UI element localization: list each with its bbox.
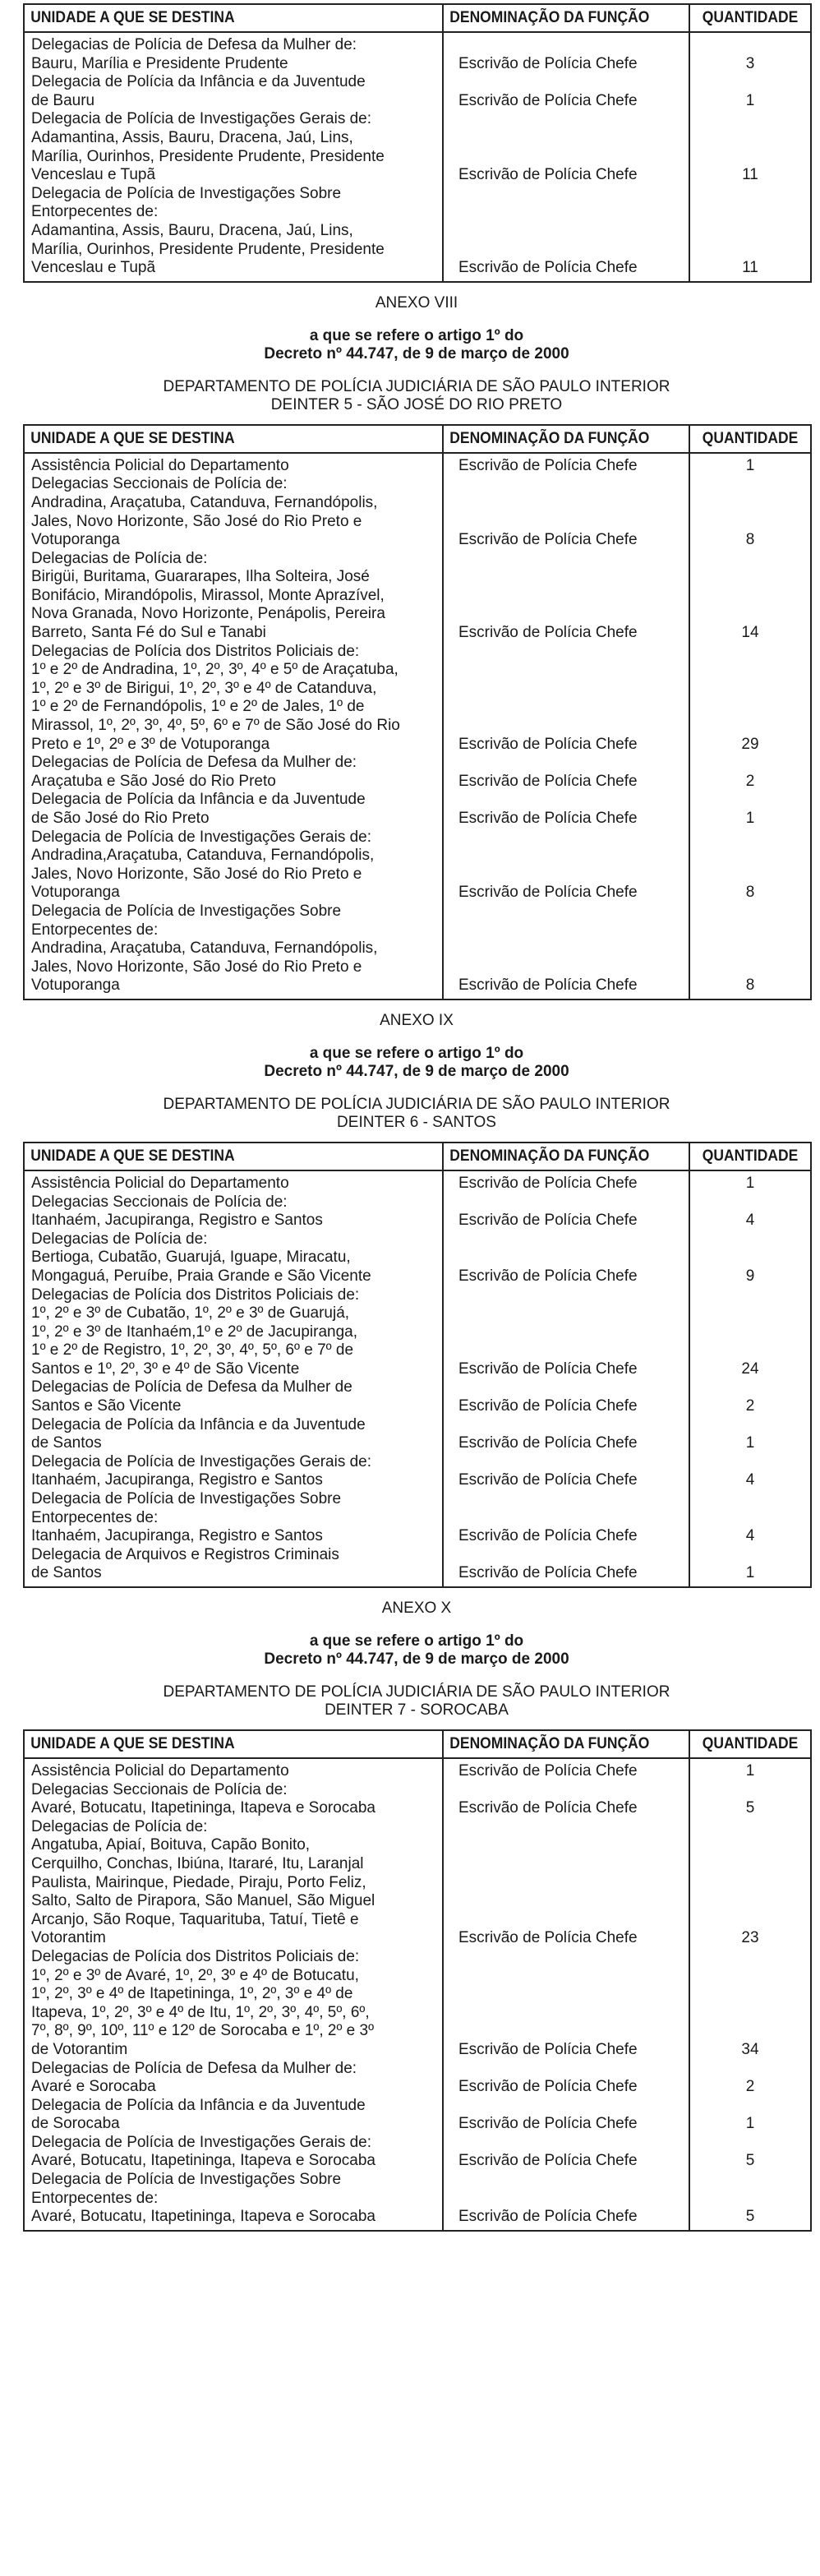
unit-line: 1º, 2º e 3º de Itanhaém,1º e 2º de Jacupiranga, [31,1323,358,1341]
unit-line: Assistência Policial do Departamento [31,1762,289,1780]
cell-quantity: 2 [689,2060,811,2097]
table-row [24,32,811,73]
cell-unit [24,1230,443,1286]
unit-line: Jales, Novo Horizonte, São José do Rio Preto e [31,512,362,530]
unit-line: Mongaguá, Peruíbe, Praia Grande e São Vicente [31,1267,371,1285]
unit-line: Delegacia de Polícia de Investigações Gerais de: [31,1452,372,1470]
cell-quantity: 2 [689,1378,811,1415]
unit-line: Delegacia de Polícia de Investigações Sobre [31,1490,342,1508]
unit-line: Votorantim [31,1929,106,1947]
unit-line: Votuporanga [31,531,120,549]
cell-unit [24,2134,443,2171]
cell-quantity: 4 [689,1193,811,1230]
table-row [24,1193,811,1230]
cell-function: Escrivão de Polícia Chefe [443,643,689,755]
cell-function: Escrivão de Polícia Chefe [443,1416,689,1453]
annex-section [23,294,810,1000]
cell-function: Escrivão de Polícia Chefe [443,185,689,282]
cell-quantity: 1 [689,1170,811,1193]
table-row [24,643,811,755]
annex-reference-line1: a que se refere o artigo 1º do [309,326,524,344]
annex-title: ANEXO IX [380,1011,454,1029]
department-subtitle: DEINTER 6 - SANTOS [337,1113,496,1131]
unit-line: Delegacia de Arquivos e Registros Criminais [31,1545,339,1563]
annex-section [23,3,810,283]
cell-quantity: 4 [689,1490,811,1546]
unit-line: Entorpecentes de: [31,2189,159,2207]
cell-quantity: 4 [689,1453,811,1490]
distribution-table [23,3,812,283]
table-body [24,1170,811,1587]
cell-function: Escrivão de Polícia Chefe [443,1781,689,1818]
cell-quantity: 8 [689,475,811,549]
cell-quantity: 8 [689,829,811,903]
unit-line: Birigüi, Buritama, Guararapes, Ilha Solteira, José [31,568,370,586]
unit-line: Delegacias Seccionais de Polícia de: [31,1780,288,1798]
cell-unit [24,1170,443,1193]
cell-unit [24,1818,443,1948]
header-unit: UNIDADE A QUE SE DESTINA [24,1730,409,1758]
cell-quantity: 2 [689,754,811,791]
cell-function: Escrivão de Polícia Chefe [443,903,689,999]
unit-line: Andradina,Araçatuba, Catanduva, Fernandópolis, [31,847,375,865]
table-body [24,453,811,999]
unit-line: Delegacias de Polícia de Defesa da Mulher de: [31,2059,357,2077]
cell-quantity: 5 [689,1781,811,1818]
table-row [24,791,811,828]
table-header-row [24,1143,811,1170]
unit-line: Avaré e Sorocaba [31,2078,156,2096]
unit-line: Delegacia de Polícia da Infância e da Juventude [31,791,366,809]
department-subtitle: DEINTER 5 - SÃO JOSÉ DO RIO PRETO [270,395,563,413]
unit-line: Marília, Ourinhos, Presidente Prudente, Presidente [31,147,385,165]
header-function: DENOMINAÇÃO DA FUNÇÃO [443,425,670,453]
table-row [24,829,811,903]
unit-line: Angatuba, Apiaí, Boituva, Capão Bonito, [31,1836,311,1854]
cell-unit [24,2097,443,2134]
cell-quantity: 3 [689,32,811,73]
annex-reference [23,1045,810,1081]
unit-line: Salto, Salto de Pirapora, São Manuel, São Miguel [31,1892,375,1910]
cell-unit [24,1948,443,2060]
cell-function: Escrivão de Polícia Chefe [443,2060,689,2097]
unit-line: Santos e 1º, 2º, 3º e 4º de São Vicente [31,1360,300,1378]
unit-line: Mirassol, 1º, 2º, 3º, 4º, 5º, 6º e 7º de São José do Rio [31,717,400,735]
unit-line: Venceslau e Tupã [31,259,156,277]
table-row [24,1378,811,1415]
cell-unit [24,453,443,476]
unit-line: Jales, Novo Horizonte, São José do Rio Preto e [31,865,362,883]
unit-line: Delegacias de Polícia dos Distritos Policiais de: [31,642,360,660]
unit-line: Assistência Policial do Departamento [31,1174,289,1192]
unit-line: 1º, 2º e 3º de Avaré, 1º, 2º, 3º e 4º de Botucatu, [31,1966,359,1984]
unit-line: Entorpecentes de: [31,203,159,221]
cell-function: Escrivão de Polícia Chefe [443,1546,689,1587]
table-body [24,32,811,282]
cell-function: Escrivão de Polícia Chefe [443,1378,689,1415]
unit-line: de Santos [31,1434,102,1452]
header-quantity: QUANTIDADE [694,4,806,32]
department-subtitle: DEINTER 7 - SOROCABA [325,1701,509,1719]
unit-line: 1º e 2º de Fernandópolis, 1º e 2º de Jales, 1º de [31,698,365,716]
header-unit: UNIDADE A QUE SE DESTINA [24,1143,409,1170]
unit-line: Delegacias de Polícia de Defesa da Mulher de: [31,754,357,772]
header-quantity: QUANTIDADE [694,425,806,453]
department-title: DEPARTAMENTO DE POLÍCIA JUDICIÁRIA DE SÃO PAULO INTERIOR [163,1095,670,1113]
cell-function: Escrivão de Polícia Chefe [443,1490,689,1546]
header-unit: UNIDADE A QUE SE DESTINA [24,4,409,32]
cell-quantity: 11 [689,185,811,282]
unit-line: de Bauru [31,91,95,109]
unit-line: Delegacias Seccionais de Polícia de: [31,1193,288,1211]
unit-line: de São José do Rio Preto [31,810,210,827]
table-row [24,1453,811,1490]
cell-unit [24,1453,443,1490]
cell-unit [24,1193,443,1230]
table-row [24,110,811,184]
cell-unit [24,1286,443,1379]
cell-quantity: 5 [689,2134,811,2171]
unit-line: de Sorocaba [31,2115,120,2133]
unit-line: Delegacias de Polícia de: [31,549,208,567]
unit-line: Preto e 1º, 2º e 3º de Votuporanga [31,735,270,753]
unit-line: Arcanjo, São Roque, Taquarituba, Tatuí, Tietê e [31,1910,359,1928]
table-row [24,2171,811,2231]
table-row [24,1818,811,1948]
table-row [24,903,811,999]
cell-function: Escrivão de Polícia Chefe [443,2097,689,2134]
cell-function: Escrivão de Polícia Chefe [443,1193,689,1230]
unit-line: Avaré, Botucatu, Itapetininga, Itapeva e Sorocaba [31,2208,375,2226]
unit-line: Andradina, Araçatuba, Catanduva, Fernandópolis, [31,493,378,511]
cell-unit [24,2171,443,2231]
cell-unit [24,110,443,184]
table-row [24,2097,811,2134]
annex-reference-line2: Decreto nº 44.747, de 9 de março de 2000 [264,344,569,362]
unit-line: Bonifácio, Mirandópolis, Mirassol, Monte Aprazível, [31,586,385,604]
cell-unit [24,1378,443,1415]
unit-line: Delegacias de Polícia dos Distritos Policiais de: [31,1286,360,1304]
unit-line: Itanhaém, Jacupiranga, Registro e Santos [31,1471,323,1489]
cell-unit [24,1546,443,1587]
cell-function: Escrivão de Polícia Chefe [443,475,689,549]
unit-line: Andradina, Araçatuba, Catanduva, Fernandópolis, [31,939,378,958]
unit-line: Delegacias de Polícia de Defesa da Mulher de: [31,36,357,53]
unit-line: Delegacias de Polícia de Defesa da Mulher de [31,1378,352,1396]
unit-line: Jales, Novo Horizonte, São José do Rio Preto e [31,958,362,976]
cell-function: Escrivão de Polícia Chefe [443,453,689,476]
unit-line: Assistência Policial do Departamento [31,456,289,474]
cell-quantity: 11 [689,110,811,184]
unit-line: Delegacia de Polícia de Investigações Gerais de: [31,110,372,128]
unit-line: Entorpecentes de: [31,1508,159,1526]
unit-line: Marília, Ourinhos, Presidente Prudente, Presidente [31,240,385,258]
unit-line: Delegacias Seccionais de Polícia de: [31,475,288,493]
unit-line: Delegacia de Polícia da Infância e da Juventude [31,2096,366,2114]
table-row [24,754,811,791]
unit-line: Itapeva, 1º, 2º, 3º e 4º de Itu, 1º, 2º, 3º, 4º, 5º, 6º, [31,2003,370,2021]
cell-unit [24,1781,443,1818]
table-header-row [24,425,811,453]
unit-line: 1º, 2º, 3º e 4º de Itapetininga, 1º, 2º, 3º e 4º de [31,1985,353,2003]
cell-unit [24,1490,443,1546]
cell-quantity: 1 [689,1416,811,1453]
cell-function: Escrivão de Polícia Chefe [443,1818,689,1948]
cell-quantity: 5 [689,2171,811,2231]
header-function: DENOMINAÇÃO DA FUNÇÃO [443,4,670,32]
cell-function: Escrivão de Polícia Chefe [443,1286,689,1379]
cell-function: Escrivão de Polícia Chefe [443,1758,689,1781]
cell-unit [24,475,443,549]
unit-line: 1º, 2º e 3º de Cubatão, 1º, 2º e 3º de Guarujá, [31,1304,350,1323]
table-row [24,1286,811,1379]
cell-quantity: 1 [689,73,811,110]
table-row [24,1546,811,1587]
unit-line: Entorpecentes de: [31,921,159,939]
annex-reference [23,327,810,363]
unit-line: Araçatuba e São José do Rio Preto [31,772,276,790]
table-row [24,1230,811,1286]
cell-function: Escrivão de Polícia Chefe [443,1170,689,1193]
cell-quantity: 1 [689,1546,811,1587]
cell-quantity: 23 [689,1818,811,1948]
cell-quantity: 1 [689,453,811,476]
unit-line: Delegacia de Polícia de Investigações Sobre [31,184,342,202]
unit-line: Votuporanga [31,976,120,995]
annex-reference-line1: a que se refere o artigo 1º do [309,1044,524,1062]
cell-function: Escrivão de Polícia Chefe [443,2134,689,2171]
unit-line: Nova Granada, Novo Horizonte, Penápolis, Pereira [31,605,385,623]
unit-line: 7º, 8º, 9º, 10º, 11º e 12º de Sorocaba e 1º, 2º e 3º [31,2022,375,2040]
table-row [24,1781,811,1818]
table-row [24,453,811,476]
unit-line: de Votorantim [31,2040,128,2058]
unit-line: de Santos [31,1564,102,1582]
distribution-table [23,1142,812,1588]
annex-reference-line2: Decreto nº 44.747, de 9 de março de 2000 [264,1650,569,1668]
table-header-row [24,4,811,32]
annex-heading [23,1012,810,1132]
table-body [24,1758,811,2231]
cell-unit [24,2060,443,2097]
cell-function: Escrivão de Polícia Chefe [443,73,689,110]
cell-unit [24,791,443,828]
unit-line: Delegacias de Polícia de: [31,1817,208,1835]
cell-function: Escrivão de Polícia Chefe [443,829,689,903]
header-function: DENOMINAÇÃO DA FUNÇÃO [443,1143,670,1170]
unit-line: Bertioga, Cubatão, Guarujá, Iguape, Miracatu, [31,1249,351,1267]
cell-function: Escrivão de Polícia Chefe [443,1948,689,2060]
cell-unit [24,73,443,110]
cell-quantity: 24 [689,1286,811,1379]
cell-quantity: 29 [689,643,811,755]
annex-reference [23,1632,810,1669]
unit-line: Avaré, Botucatu, Itapetininga, Itapeva e Sorocaba [31,1799,375,1817]
cell-quantity: 34 [689,1948,811,2060]
table-row [24,475,811,549]
cell-quantity: 1 [689,1758,811,1781]
unit-line: Itanhaém, Jacupiranga, Registro e Santos [31,1212,323,1230]
unit-line: Votuporanga [31,884,120,902]
cell-unit [24,1758,443,1781]
unit-line: Cerquilho, Conchas, Ibiúna, Itararé, Itu, Laranjal [31,1854,364,1872]
cell-unit [24,829,443,903]
unit-line: 1º, 2º e 3º de Birigui, 1º, 2º, 3º e 4º de Catanduva, [31,679,377,697]
unit-line: Santos e São Vicente [31,1397,182,1415]
unit-line: Delegacia de Polícia da Infância e da Juventude [31,1415,366,1433]
cell-quantity: 8 [689,903,811,999]
table-row [24,2060,811,2097]
unit-line: Venceslau e Tupã [31,166,156,184]
annex-heading [23,1600,810,1720]
header-function: DENOMINAÇÃO DA FUNÇÃO [443,1730,670,1758]
unit-line: Adamantina, Assis, Bauru, Dracena, Jaú, Lins, [31,128,353,146]
cell-function: Escrivão de Polícia Chefe [443,1453,689,1490]
table-row [24,2134,811,2171]
unit-line: Paulista, Mairinque, Piedade, Piraju, Porto Feliz, [31,1873,366,1891]
unit-line: Barreto, Santa Fé do Sul e Tanabi [31,624,266,642]
unit-line: Delegacia de Polícia de Investigações Sobre [31,902,342,920]
cell-unit [24,32,443,73]
header-unit: UNIDADE A QUE SE DESTINA [24,425,409,453]
annex-section [23,1600,810,2232]
cell-quantity: 1 [689,2097,811,2134]
cell-function: Escrivão de Polícia Chefe [443,754,689,791]
annex-heading [23,294,810,414]
table-row [24,1416,811,1453]
cell-function: Escrivão de Polícia Chefe [443,32,689,73]
unit-line: Delegacia de Polícia da Infância e da Juventude [31,73,366,91]
cell-unit [24,550,443,643]
table-row [24,1490,811,1546]
cell-unit [24,754,443,791]
cell-unit [24,1416,443,1453]
cell-function: Escrivão de Polícia Chefe [443,1230,689,1286]
annex-title: ANEXO VIII [375,293,458,312]
cell-function: Escrivão de Polícia Chefe [443,791,689,828]
unit-line: Delegacia de Polícia de Investigações Gerais de: [31,828,372,846]
table-row [24,1758,811,1781]
table-row [24,550,811,643]
distribution-table [23,1729,812,2232]
unit-line: 1º e 2º de Andradina, 1º, 2º, 3º, 4º e 5º de Araçatuba, [31,661,398,679]
cell-quantity: 14 [689,550,811,643]
table-row [24,1170,811,1193]
cell-quantity: 1 [689,791,811,828]
unit-line: Delegacias de Polícia dos Distritos Policiais de: [31,1947,360,1965]
table-row [24,73,811,110]
unit-line: Avaré, Botucatu, Itapetininga, Itapeva e Sorocaba [31,2152,375,2170]
cell-unit [24,185,443,282]
header-quantity: QUANTIDADE [694,1143,806,1170]
unit-line: Bauru, Marília e Presidente Prudente [31,54,288,72]
unit-line: Adamantina, Assis, Bauru, Dracena, Jaú, Lins, [31,221,353,239]
annex-reference-line1: a que se refere o artigo 1º do [309,1632,524,1650]
unit-line: Delegacias de Polícia de: [31,1230,208,1248]
unit-line: Itanhaém, Jacupiranga, Registro e Santos [31,1527,323,1545]
table-row [24,185,811,282]
cell-function: Escrivão de Polícia Chefe [443,2171,689,2231]
cell-function: Escrivão de Polícia Chefe [443,110,689,184]
cell-unit [24,643,443,755]
annex-section [23,1012,810,1588]
cell-function: Escrivão de Polícia Chefe [443,550,689,643]
table-header-row [24,1730,811,1758]
document-page [23,3,810,2232]
unit-line: Delegacia de Polícia de Investigações Gerais de: [31,2133,372,2151]
cell-quantity: 9 [689,1230,811,1286]
header-quantity: QUANTIDADE [694,1730,806,1758]
unit-line: Delegacia de Polícia de Investigações Sobre [31,2171,342,2189]
annex-reference-line2: Decreto nº 44.747, de 9 de março de 2000 [264,1062,569,1080]
unit-line: 1º e 2º de Registro, 1º, 2º, 3º, 4º, 5º, 6º e 7º de [31,1341,354,1360]
distribution-table [23,424,812,1000]
cell-unit [24,903,443,999]
table-row [24,1948,811,2060]
annex-title: ANEXO X [381,1600,452,1617]
department-title: DEPARTAMENTO DE POLÍCIA JUDICIÁRIA DE SÃO PAULO INTERIOR [163,377,670,395]
department-title: DEPARTAMENTO DE POLÍCIA JUDICIÁRIA DE SÃO PAULO INTERIOR [163,1683,670,1701]
